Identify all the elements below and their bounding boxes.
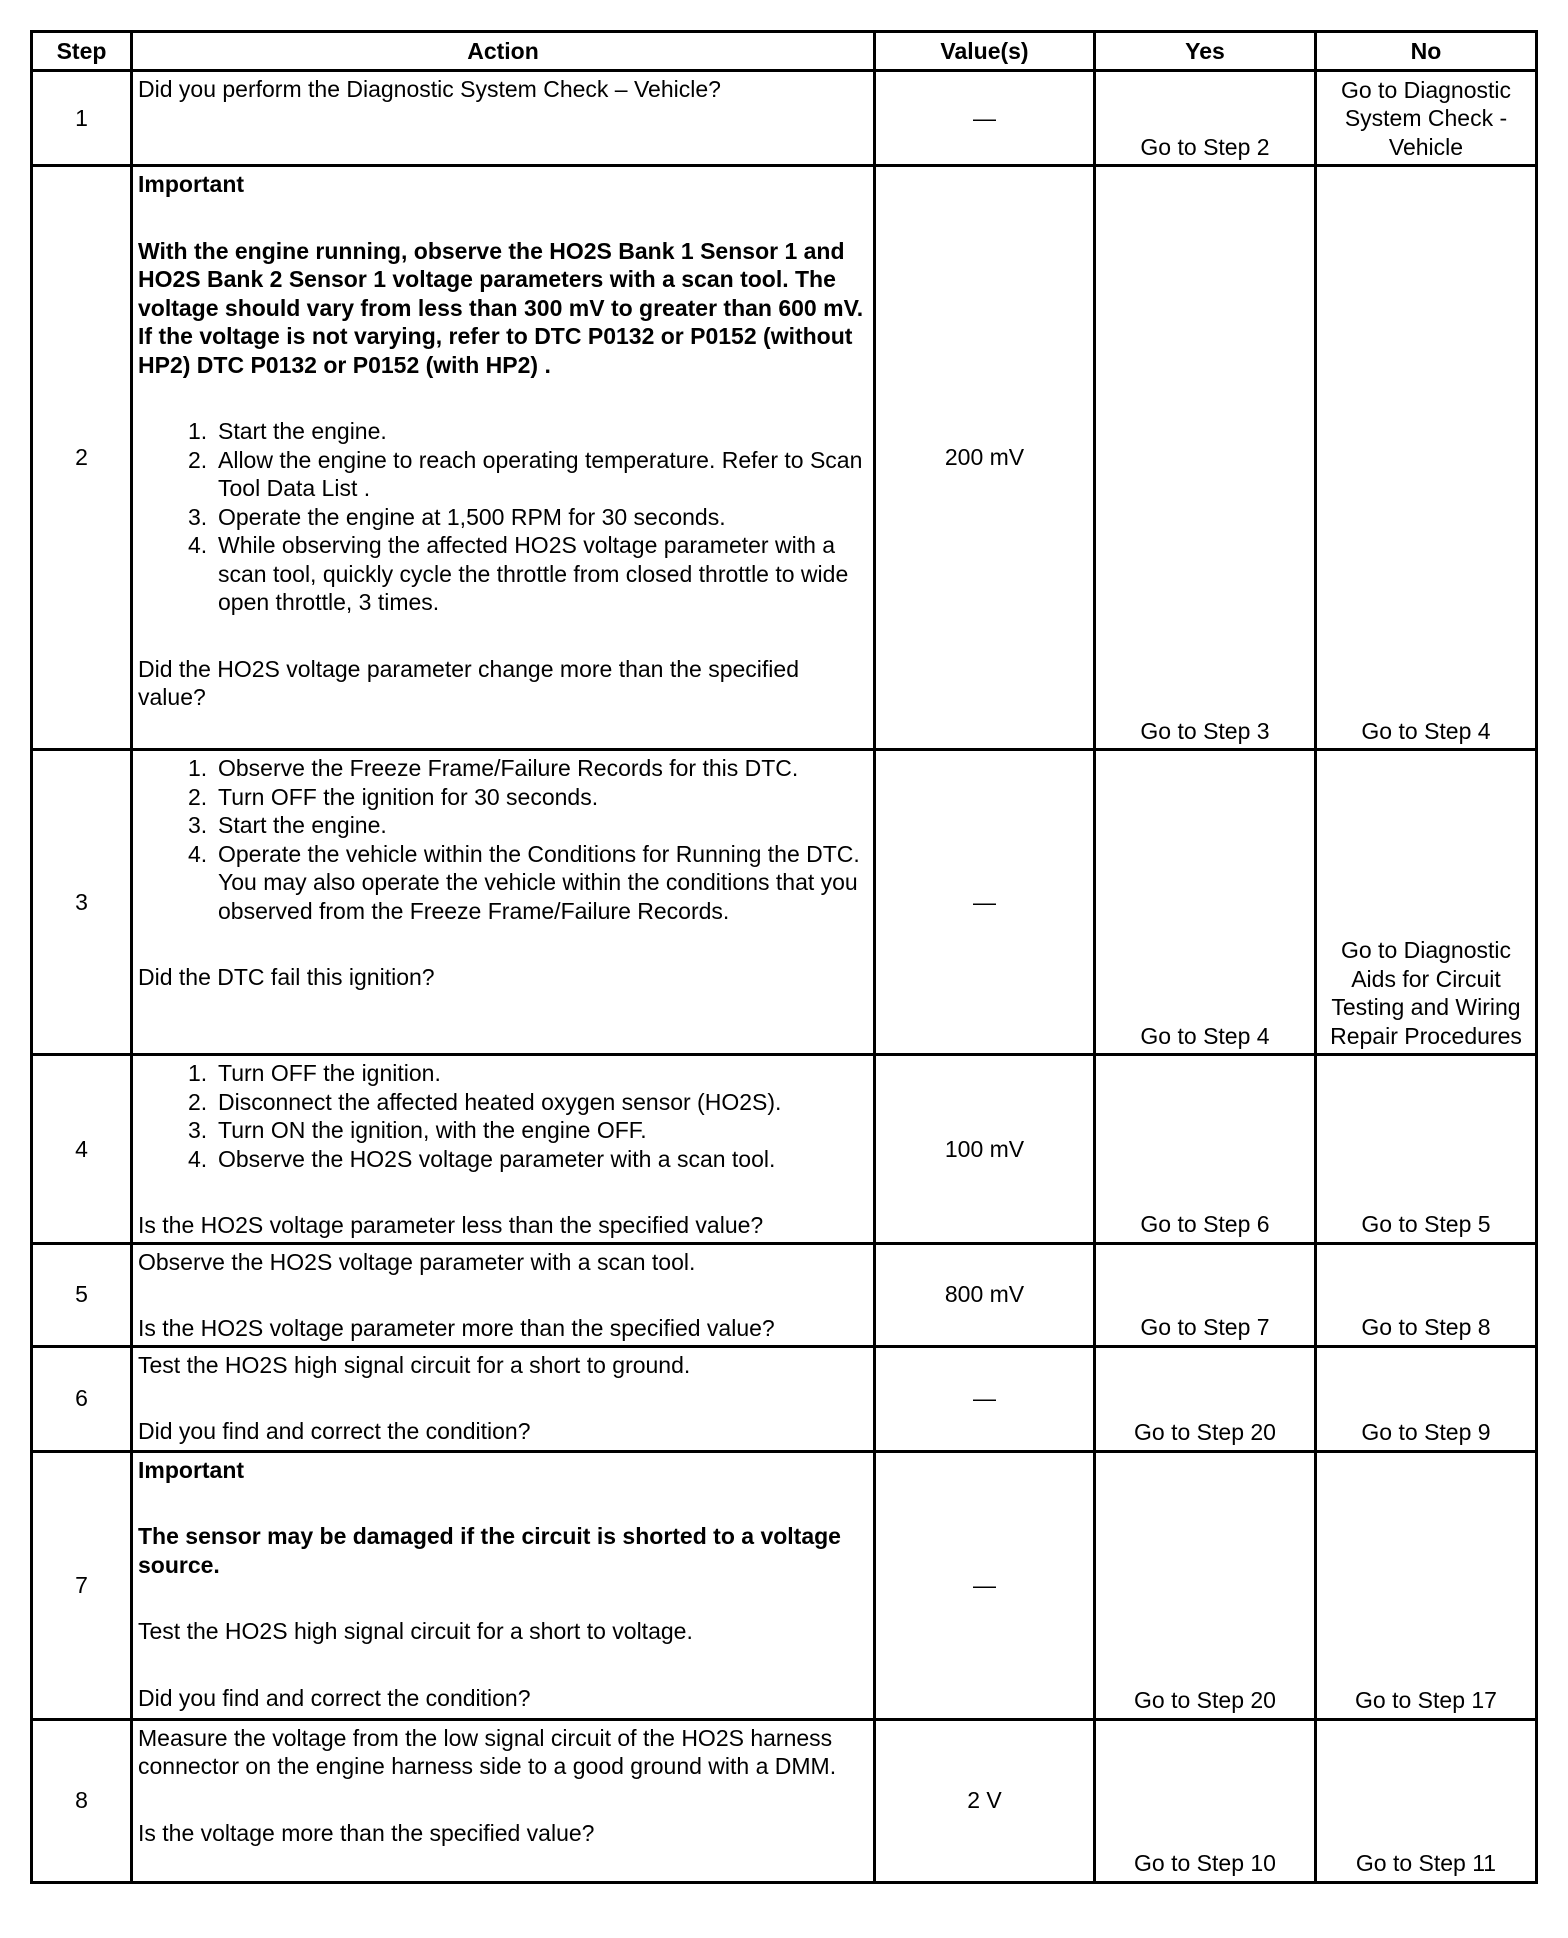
value-cell: — bbox=[875, 71, 1095, 166]
header-value: Value(s) bbox=[875, 32, 1095, 71]
value-cell: — bbox=[875, 1451, 1095, 1719]
list-item bbox=[138, 754, 869, 783]
step-number: 4 bbox=[32, 1055, 132, 1244]
no-cell: Go to Step 9 bbox=[1316, 1346, 1537, 1451]
list-number: 3. bbox=[188, 1117, 208, 1143]
list-number: 1. bbox=[188, 418, 208, 444]
list-number: 2. bbox=[188, 783, 208, 810]
value-cell: 800 mV bbox=[875, 1243, 1095, 1346]
action-text: Test the HO2S high signal circuit for a short to ground. bbox=[138, 1351, 691, 1378]
no-cell: Go to Step 17 bbox=[1316, 1451, 1537, 1719]
list-number: 1. bbox=[188, 1060, 208, 1086]
list-text: While observing the affected HO2S voltage parameter with a scan tool, quickly cycle the throttle from closed throttle to wide open throttle, 3 times. bbox=[218, 532, 849, 615]
action-cell bbox=[132, 71, 875, 166]
yes-cell: Go to Step 20 bbox=[1095, 1451, 1316, 1719]
list-item bbox=[138, 1145, 869, 1174]
action-cell bbox=[132, 1719, 875, 1882]
action-cell bbox=[132, 166, 875, 750]
action-cell bbox=[132, 750, 875, 1055]
list-text: Observe the Freeze Frame/Failure Records for this DTC. bbox=[218, 755, 799, 781]
list-number: 2. bbox=[188, 446, 208, 473]
yes-cell: Go to Step 4 bbox=[1095, 750, 1316, 1055]
yes-cell: Go to Step 10 bbox=[1095, 1719, 1316, 1882]
list-item bbox=[138, 531, 869, 617]
important-note: The sensor may be damaged if the circuit is shorted to a voltage source. bbox=[138, 1523, 841, 1578]
list-text: Start the engine. bbox=[218, 812, 387, 838]
list-item bbox=[138, 417, 869, 446]
action-cell bbox=[132, 1451, 875, 1719]
list-text: Observe the HO2S voltage parameter with a scan tool. bbox=[218, 1145, 776, 1172]
important-note: Important bbox=[138, 171, 245, 197]
list-text: Turn OFF the ignition for 30 seconds. bbox=[218, 783, 599, 810]
list-text: Start the engine. bbox=[218, 418, 387, 444]
header-no: No bbox=[1316, 32, 1537, 71]
yes-cell: Go to Step 6 bbox=[1095, 1055, 1316, 1244]
yes-cell: Go to Step 3 bbox=[1095, 166, 1316, 750]
no-cell: Go to Diagnostic Aids for Circuit Testing and Wiring Repair Procedures bbox=[1316, 750, 1537, 1055]
list-text: Turn ON the ignition, with the engine OFF. bbox=[218, 1117, 647, 1143]
no-cell: Go to Step 11 bbox=[1316, 1719, 1537, 1882]
diagnostic-table bbox=[30, 30, 1538, 1884]
step-number: 3 bbox=[32, 750, 132, 1055]
action-cell bbox=[132, 1055, 875, 1244]
list-item bbox=[138, 840, 869, 926]
action-text: Did the DTC fail this ignition? bbox=[138, 964, 435, 990]
yes-cell: Go to Step 20 bbox=[1095, 1346, 1316, 1451]
action-text: Is the voltage more than the specified value? bbox=[138, 1819, 595, 1846]
list-text: Operate the engine at 1,500 RPM for 30 seconds. bbox=[218, 503, 726, 530]
list-number: 4. bbox=[188, 1145, 208, 1172]
no-cell: Go to Step 5 bbox=[1316, 1055, 1537, 1244]
important-note: With the engine running, observe the HO2S Bank 1 Sensor 1 and HO2S Bank 2 Sensor 1 voltage parameters with a scan tool. The voltage should vary from less than 300 mV to greater than 600 mV. If the voltage is not varying, refer to DTC P0132 or P0152 (without HP2) DTC P0132 or P0152 (with HP2) . bbox=[138, 237, 864, 378]
yes-cell: Go to Step 7 bbox=[1095, 1243, 1316, 1346]
table-row bbox=[32, 1719, 1537, 1882]
action-text: Did you find and correct the condition? bbox=[138, 1684, 531, 1711]
list-item bbox=[138, 503, 869, 532]
table-row bbox=[32, 1243, 1537, 1346]
step-number: 6 bbox=[32, 1346, 132, 1451]
step-number: 8 bbox=[32, 1719, 132, 1882]
list-text: Allow the engine to reach operating temperature. Refer to Scan Tool Data List . bbox=[218, 446, 863, 501]
value-cell: 200 mV bbox=[875, 166, 1095, 750]
table-row bbox=[32, 166, 1537, 750]
step-number: 1 bbox=[32, 71, 132, 166]
list-number: 3. bbox=[188, 812, 208, 838]
numbered-list bbox=[138, 417, 869, 617]
no-cell: Go to Diagnostic System Check - Vehicle bbox=[1316, 71, 1537, 166]
list-text: Turn OFF the ignition. bbox=[218, 1060, 441, 1086]
list-item bbox=[138, 446, 869, 503]
action-text: Measure the voltage from the low signal circuit of the HO2S harness connector on the engine harness side to a good ground with a DMM. bbox=[138, 1724, 837, 1779]
action-text: Did you perform the Diagnostic System Check – Vehicle? bbox=[138, 76, 721, 102]
step-number: 5 bbox=[32, 1243, 132, 1346]
table-row bbox=[32, 1055, 1537, 1244]
action-text: Is the HO2S voltage parameter less than the specified value? bbox=[138, 1212, 764, 1238]
list-item bbox=[138, 1059, 869, 1088]
table-row bbox=[32, 1346, 1537, 1451]
list-number: 2. bbox=[188, 1088, 208, 1115]
header-action: Action bbox=[132, 32, 875, 71]
action-text: Did you find and correct the condition? bbox=[138, 1418, 531, 1444]
list-item bbox=[138, 1116, 869, 1145]
no-cell: Go to Step 8 bbox=[1316, 1243, 1537, 1346]
yes-cell: Go to Step 2 bbox=[1095, 71, 1316, 166]
no-cell: Go to Step 4 bbox=[1316, 166, 1537, 750]
important-note: Important bbox=[138, 1456, 245, 1483]
table-row bbox=[32, 71, 1537, 166]
list-item bbox=[138, 811, 869, 840]
list-number: 3. bbox=[188, 503, 208, 530]
list-text: Operate the vehicle within the Conditions for Running the DTC. You may also operate the vehicle within the conditions that you observed from the Freeze Frame/Failure Records. bbox=[218, 840, 860, 924]
action-cell bbox=[132, 1243, 875, 1346]
step-number: 7 bbox=[32, 1451, 132, 1719]
action-text: Did the HO2S voltage parameter change more than the specified value? bbox=[138, 655, 799, 710]
step-number: 2 bbox=[32, 166, 132, 750]
table-row bbox=[32, 750, 1537, 1055]
list-item bbox=[138, 1088, 869, 1117]
table-body bbox=[32, 71, 1537, 1883]
numbered-list bbox=[138, 1059, 869, 1173]
value-cell: — bbox=[875, 1346, 1095, 1451]
list-number: 4. bbox=[188, 532, 208, 558]
value-cell: 2 V bbox=[875, 1719, 1095, 1882]
list-number: 4. bbox=[188, 840, 208, 867]
value-cell: — bbox=[875, 750, 1095, 1055]
list-item bbox=[138, 783, 869, 812]
value-cell: 100 mV bbox=[875, 1055, 1095, 1244]
header-step: Step bbox=[32, 32, 132, 71]
table-row bbox=[32, 1451, 1537, 1719]
action-text: Test the HO2S high signal circuit for a short to voltage. bbox=[138, 1618, 693, 1644]
list-number: 1. bbox=[188, 755, 208, 781]
header-row bbox=[32, 32, 1537, 71]
action-text: Is the HO2S voltage parameter more than the specified value? bbox=[138, 1315, 775, 1341]
list-text: Disconnect the affected heated oxygen sensor (HO2S). bbox=[218, 1088, 782, 1115]
numbered-list bbox=[138, 754, 869, 925]
action-cell bbox=[132, 1346, 875, 1451]
header-yes: Yes bbox=[1095, 32, 1316, 71]
action-text: Observe the HO2S voltage parameter with a scan tool. bbox=[138, 1248, 696, 1275]
